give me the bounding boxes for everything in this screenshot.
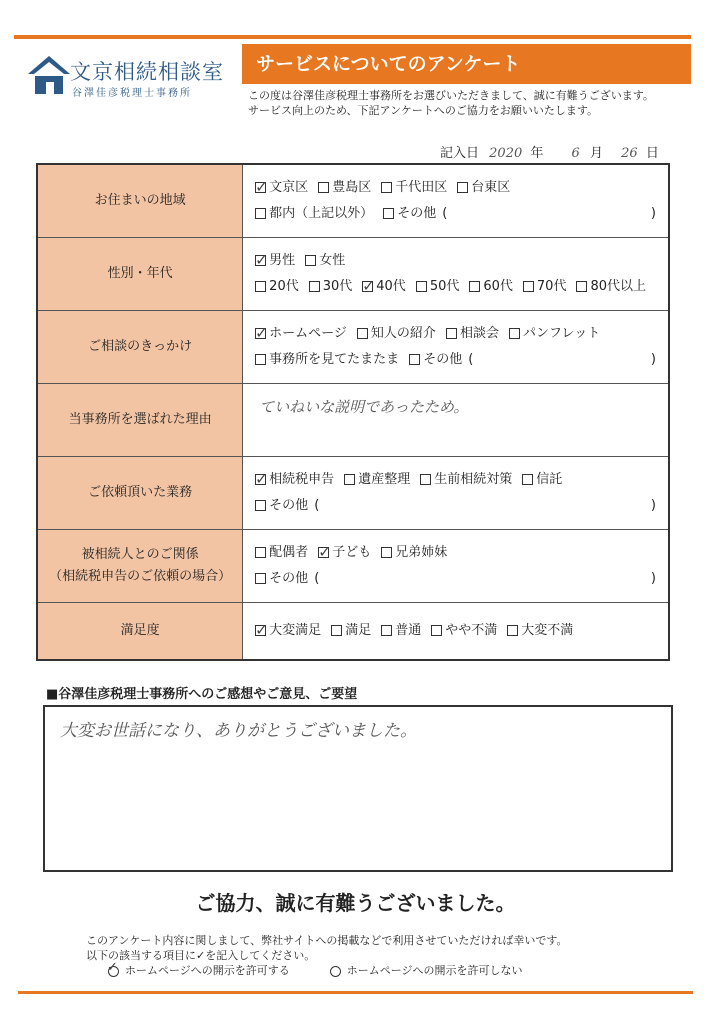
option-line [255, 493, 656, 519]
house-logo-icon [24, 52, 74, 96]
feedback-text: 大変お世話になり、ありがとうございました。 [60, 721, 417, 741]
option-label: 20代 [269, 278, 299, 294]
checkbox-icon [457, 182, 468, 193]
checkbox-option[interactable] [576, 274, 646, 300]
option-label: 配偶者 [269, 544, 309, 560]
question-label [37, 529, 243, 602]
checkbox-icon [318, 547, 329, 558]
checkbox-icon [416, 281, 427, 292]
option-line [255, 175, 656, 201]
checkbox-icon [255, 547, 266, 558]
option-label: やや不満 [445, 622, 498, 638]
option-label: その他 [269, 497, 309, 513]
question-answer [243, 310, 669, 383]
feedback-heading: ■谷澤佳彦税理士事務所へのご感想やご意見、ご要望 [46, 687, 358, 702]
checkbox-icon [446, 328, 457, 339]
checkbox-option[interactable] [255, 274, 299, 300]
checkbox-option[interactable] [381, 540, 447, 566]
option-label: 事務所を見てたまたま [269, 351, 400, 367]
brand-name: 文京相続相談室 [70, 60, 224, 84]
intro-line: サービス向上のため、下記アンケートへのご協力をお願いいたします。 [248, 104, 599, 117]
other-blank[interactable]: ( ) [314, 497, 656, 513]
survey-table [36, 163, 670, 661]
checkbox-icon [255, 182, 266, 193]
date-year-unit: 年 [530, 146, 544, 161]
other-blank[interactable]: ( ) [468, 351, 656, 367]
question-answer [243, 237, 669, 310]
bottom-accent-rule [18, 991, 693, 994]
question-row [37, 383, 669, 456]
survey-title-banner: サービスについてのアンケート [242, 44, 691, 84]
checkbox-option[interactable] [509, 321, 600, 347]
checkbox-option[interactable] [255, 347, 399, 373]
relationship-note: （相続税申告のご依頼の場合） [49, 568, 232, 584]
option-label: 女性 [319, 252, 346, 268]
checkbox-option[interactable] [305, 248, 345, 274]
checkbox-option[interactable] [255, 493, 308, 519]
question-answer [243, 602, 669, 660]
question-label: ご依頼頂いた業務 [37, 456, 243, 529]
option-label: 生前相続対策 [434, 471, 513, 487]
date-label: 記入日 [440, 146, 480, 161]
option-label: 豊島区 [332, 179, 372, 195]
question-row [37, 164, 669, 237]
checkbox-icon [255, 208, 266, 219]
reason-answer[interactable] [243, 383, 669, 456]
option-label: その他 [269, 570, 309, 586]
checkbox-icon [255, 500, 266, 511]
option-label: ホームページ [269, 325, 347, 341]
checkbox-icon [255, 281, 266, 292]
option-label: 50代 [429, 278, 460, 294]
other-blank[interactable]: ( ) [442, 205, 656, 221]
checkbox-icon [522, 474, 533, 485]
consent-line: 以下の該当する項目に✓を記入してください。 [86, 949, 316, 962]
checkbox-option[interactable] [255, 540, 308, 566]
option-label: 満足 [345, 622, 372, 638]
option-label: パンフレット [522, 325, 601, 341]
checkbox-option[interactable] [318, 540, 371, 566]
option-label: 知人の紹介 [370, 325, 436, 341]
intro-text [248, 88, 654, 118]
option-label: その他 [423, 351, 463, 367]
checkbox-option[interactable] [446, 321, 499, 347]
checkbox-option[interactable] [309, 274, 353, 300]
checkbox-option[interactable] [420, 467, 512, 493]
checkbox-icon [255, 354, 266, 365]
option-label: 40代 [376, 278, 406, 294]
question-row [37, 237, 669, 310]
checkbox-icon [381, 182, 392, 193]
question-row [37, 529, 669, 602]
checkbox-icon [507, 625, 518, 636]
option-label: 兄弟姉妹 [395, 544, 448, 560]
checkbox-option[interactable] [331, 618, 371, 644]
relationship-label: 被相続人とのご関係 [81, 546, 199, 562]
option-label: 信託 [536, 471, 563, 487]
checkbox-option[interactable] [381, 175, 447, 201]
checkbox-option[interactable] [255, 566, 308, 592]
date-year[interactable]: 2020 [489, 146, 523, 161]
option-label: 大変満足 [269, 622, 322, 638]
entry-date [440, 142, 659, 161]
checkbox-option[interactable] [523, 274, 567, 300]
checkbox-icon [331, 625, 342, 636]
checkbox-icon [420, 474, 431, 485]
reason-text: ていねいな説明であったため。 [259, 397, 469, 416]
checkbox-icon [318, 182, 329, 193]
checkbox-icon [469, 281, 480, 292]
checkbox-icon [309, 281, 320, 292]
question-row [37, 310, 669, 383]
checkbox-option[interactable] [255, 201, 373, 227]
checkbox-icon [255, 255, 266, 266]
question-row [37, 456, 669, 529]
checkbox-icon [362, 281, 373, 292]
intro-line: この度は谷澤佳彦税理士事務所をお選びいただきまして、誠に有難うございます。 [248, 89, 654, 102]
checkbox-option[interactable] [255, 618, 321, 644]
checkbox-option[interactable] [318, 175, 371, 201]
circle-icon [330, 966, 341, 977]
option-label: 普通 [395, 622, 422, 638]
option-line [255, 540, 656, 566]
option-label: 60代 [483, 278, 513, 294]
checkbox-icon [523, 281, 534, 292]
checkbox-icon [357, 328, 368, 339]
consent-deny-label: ホームページへの開示を許可しない [346, 964, 523, 977]
checkbox-icon [255, 573, 266, 584]
consent-allow-label: ホームページへの開示を許可する [125, 964, 290, 977]
checkbox-icon [381, 547, 392, 558]
checkbox-icon [409, 354, 420, 365]
checkbox-option[interactable] [255, 248, 295, 274]
option-line [255, 618, 656, 644]
checkbox-icon [344, 474, 355, 485]
checkbox-option[interactable] [469, 274, 513, 300]
option-line [255, 347, 656, 373]
checkbox-icon [509, 328, 520, 339]
checkbox-option[interactable] [255, 467, 334, 493]
option-line [255, 201, 656, 227]
option-label: 男性 [269, 252, 296, 268]
checkbox-icon [383, 208, 394, 219]
checkbox-option[interactable] [362, 274, 406, 300]
checkbox-option[interactable] [383, 201, 436, 227]
question-label: お住まいの地域 [37, 164, 243, 237]
checkbox-option[interactable] [522, 467, 562, 493]
option-label: 70代 [536, 278, 567, 294]
option-label: その他 [397, 205, 437, 221]
date-month[interactable]: 6 [571, 146, 580, 161]
checkbox-icon [431, 625, 442, 636]
checkbox-option[interactable] [381, 618, 421, 644]
checkbox-icon [381, 625, 392, 636]
option-label: 都内（上記以外） [269, 205, 374, 221]
checkbox-option[interactable] [255, 175, 308, 201]
checkbox-option[interactable] [409, 347, 462, 373]
checkbox-option[interactable] [344, 467, 410, 493]
checkbox-option[interactable] [507, 618, 573, 644]
option-label: 千代田区 [395, 179, 448, 195]
checkbox-icon [305, 255, 316, 266]
checkbox-option[interactable] [416, 274, 460, 300]
question-row [37, 602, 669, 660]
checkbox-option[interactable] [255, 321, 347, 347]
option-label: 台東区 [471, 179, 511, 195]
question-label: 満足度 [37, 602, 243, 660]
option-label: 相談会 [459, 325, 499, 341]
option-label: 遺産整理 [358, 471, 411, 487]
checkbox-option[interactable] [357, 321, 436, 347]
checkbox-icon [576, 281, 587, 292]
consent-options [108, 962, 523, 978]
option-label: 子ども [332, 544, 372, 560]
option-line [255, 566, 656, 592]
option-line [255, 274, 656, 300]
option-label: 文京区 [269, 179, 309, 195]
option-label: 80代以上 [590, 278, 646, 294]
question-label: 性別・年代 [37, 237, 243, 310]
option-label: 30代 [322, 278, 353, 294]
checkbox-icon [255, 328, 266, 339]
consent-text [86, 933, 567, 963]
consent-deny[interactable] [330, 962, 523, 978]
date-day[interactable]: 26 [621, 146, 638, 161]
date-month-unit: 月 [589, 146, 603, 161]
question-answer [243, 456, 669, 529]
option-label: 相続税申告 [269, 471, 335, 487]
checkbox-icon [255, 474, 266, 485]
option-label: 大変不満 [521, 622, 574, 638]
consent-line: このアンケート内容に関しまして、弊社サイトへの掲載などで利用させていただければ幸いです。 [86, 934, 568, 947]
question-answer [243, 164, 669, 237]
consent-allow[interactable] [108, 962, 290, 978]
top-accent-rule [14, 35, 691, 39]
checkbox-option[interactable] [457, 175, 510, 201]
thanks-message: ご協力、誠に有難うございました。 [195, 891, 516, 915]
circle-icon [108, 966, 119, 977]
option-line [255, 467, 656, 493]
other-blank[interactable]: ( ) [314, 570, 656, 586]
brand-subtitle: 谷澤佳彦税理士事務所 [72, 88, 192, 99]
date-day-unit: 日 [645, 146, 659, 161]
checkbox-option[interactable] [431, 618, 497, 644]
question-label: ご相談のきっかけ [37, 310, 243, 383]
option-line [255, 248, 656, 274]
question-answer [243, 529, 669, 602]
option-line [255, 321, 656, 347]
checkbox-icon [255, 625, 266, 636]
question-label: 当事務所を選ばれた理由 [37, 383, 243, 456]
